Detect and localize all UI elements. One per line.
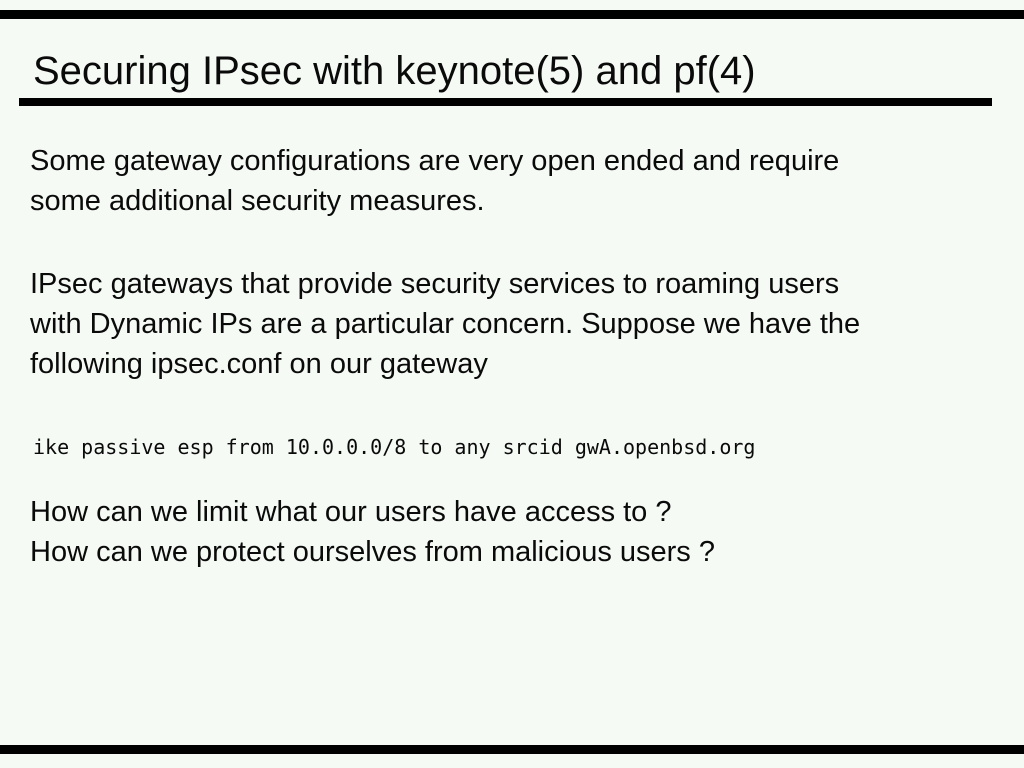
text-line: with Dynamic IPs are a particular concern. Suppose we have the (30, 308, 861, 340)
text-line: How can we protect ourselves from malicious users ? (30, 536, 715, 568)
text-line: How can we limit what our users have access to ? (30, 496, 672, 528)
top-rule-bar (0, 10, 1024, 19)
text-line: some additional security measures. (30, 185, 485, 217)
paragraph-open-gateways (30, 141, 839, 221)
text-line: following ipsec.conf on our gateway (30, 348, 488, 380)
ipsec-conf-code-line: ike passive esp from 10.0.0.0/8 to any srcid gwA.openbsd.org (33, 435, 756, 459)
title-underline-rule (19, 98, 992, 106)
slide-title: Securing IPsec with keynote(5) and pf(4) (33, 49, 756, 93)
text-line: Some gateway configurations are very open ended and require (30, 145, 840, 177)
questions-paragraph (30, 492, 715, 572)
paragraph-roaming-users (30, 264, 860, 384)
bottom-rule-bar (0, 745, 1024, 754)
text-line: IPsec gateways that provide security services to roaming users (30, 268, 840, 300)
